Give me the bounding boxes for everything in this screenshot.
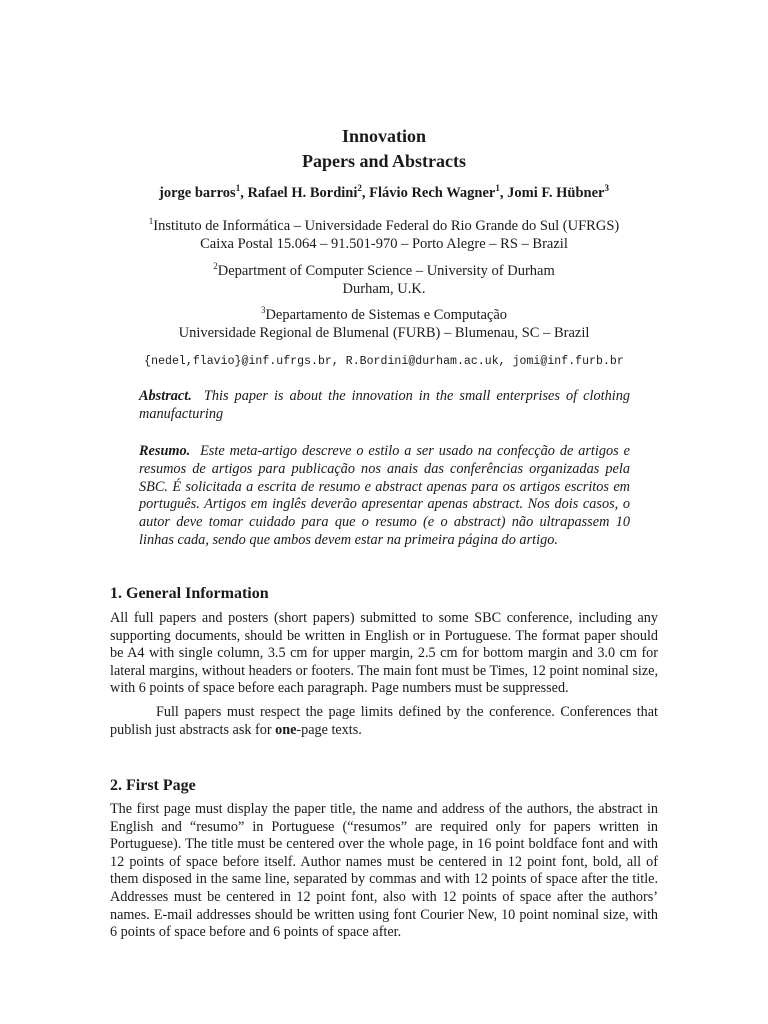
section-1-body	[110, 610, 658, 739]
paragraph: All full papers and posters (short papers) submitted to some SBC conference, including any supporting documents, should be written in English or in Portuguese. The format paper should be A4 with single column, 3.5 cm for upper margin, 2.5 cm for bottom margin and 3.0 cm for lateral margins, without headers or footers. The main font must be Times, 12 point nominal size, with 6 points of space before each paragraph. Page numbers must be suppressed.	[110, 610, 658, 697]
paragraph-text: -page texts.	[296, 721, 362, 738]
author-list: jorge barros$^1$, Rafael H. Bordini$^2$, Flávio Rech Wagner$^1$, Jomi F. Hübner$^3$	[159, 183, 609, 201]
affiliation-2	[0, 262, 768, 298]
abstract	[139, 388, 630, 424]
paragraph-text: Full papers must respect the page limits defined by the conference. Conferences that publish just abstracts ask for	[110, 703, 658, 738]
affil-mark: 1	[148, 216, 154, 227]
affil-mark: 3	[260, 305, 266, 316]
author-name: jorge barros	[159, 185, 236, 201]
title-line-2: Papers and Abstracts	[301, 151, 466, 171]
affil-line: Universidade Regional de Blumenal (FURB) – Blumenau, SC – Brazil	[178, 325, 590, 341]
author-name: Jomi F. Hübner	[507, 185, 605, 201]
resumo-text: Este meta-artigo descreve o estilo a ser usado na confecção de artigos e resumos de artigos para publicação nos anais das conferências organizadas pela SBC. É solicitada a escrita de resumo e abstract apenas para os artigos escritos em português. Artigos em inglês deverão apresentar apenas abstract. Nos dois casos, o autor deve tomar cuidado para que o resumo (e o abstract) não ultrapassem 10 linhas cada, sendo que ambos devem estar na primeira página do artigo.	[139, 443, 630, 548]
author-affil-mark: 1	[235, 183, 241, 194]
author-name: Rafael H. Bordini	[247, 185, 358, 201]
paragraph: The first page must display the paper title, the name and address of the authors, the abstract in English and “resumo” in Portuguese (“resumos” are required only for papers written in Portuguese). The title must be centered over the whole page, in 16 point boldface font and with 12 points of space before itself. Author names must be centered in 12 point font, bold, all of them disposed in the same line, separated by commas and with 12 points of space after the title. Addresses must be centered in 12 point font, also with 12 points of space after the authors’ names. E-mail addresses should be written using font Courier New, 10 point nominal size, with 6 points of space before and 6 points of space after.	[110, 801, 658, 941]
section-heading-general-information: 1. General Information	[110, 585, 269, 602]
paragraph	[110, 704, 658, 739]
affil-line: Instituto de Informática – Universidade Federal do Rio Grande do Sul (UFRGS)	[153, 218, 620, 234]
author-affil-mark: 3	[604, 183, 609, 194]
resumo	[139, 443, 630, 550]
emphasis-one: one	[275, 721, 297, 738]
affiliation-3	[0, 306, 768, 342]
abstract-text: This paper is about the innovation in the small enterprises of clothing manufacturing	[139, 388, 630, 422]
author-name: Flávio Rech Wagner	[369, 185, 496, 201]
affil-line: Department of Computer Science – University of Durham	[217, 263, 555, 279]
affiliation-1	[0, 217, 768, 253]
affil-line: Durham, U.K.	[342, 281, 426, 297]
affil-line: Departamento de Sistemas e Computação	[265, 307, 508, 323]
resumo-label: Resumo.	[139, 443, 191, 459]
abstract-label: Abstract.	[139, 388, 192, 404]
affil-mark: 2	[213, 261, 218, 272]
author-affil-mark: 2	[357, 183, 362, 194]
section-2-body	[110, 801, 658, 942]
affil-line: Caixa Postal 15.064 – 91.501-970 – Porto Alegre – RS – Brazil	[200, 236, 568, 252]
paper-title	[0, 124, 768, 174]
author-emails: {nedel,flavio}@inf.ufrgs.br, R.Bordini@durham.ac.uk, jomi@inf.furb.br	[144, 355, 624, 368]
section-heading-first-page: 2. First Page	[110, 777, 196, 794]
author-affil-mark: 1	[495, 183, 500, 194]
title-line-1: Innovation	[341, 126, 427, 146]
